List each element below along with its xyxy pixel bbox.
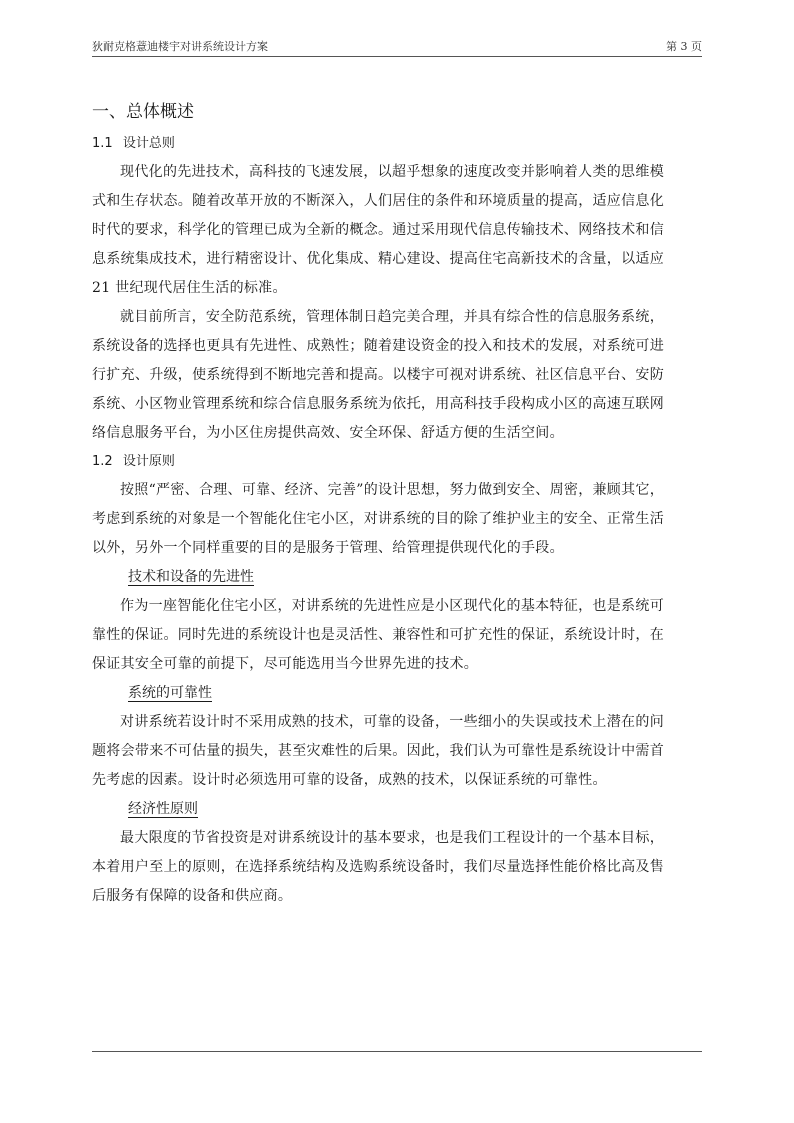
subsection-title: 设计总则 — [122, 136, 175, 151]
subsection-number: 1.2 — [92, 454, 113, 469]
section-heading: 一、总体概述 — [92, 102, 194, 122]
paragraph: 作为一座智能化住宅小区，对讲系统的先进性应是小区现代化的基本特征，也是系统可靠性的保证。同时先进的系统设计也是灵活性、兼容性和可扩充性的保证，系统设计时，在保证其安全可靠的前提下，尽可能选用当今世界先进的技术。 — [92, 598, 664, 672]
paragraph: 就目前所言，安全防范系统，管理体制日趋完美合理，并具有综合性的信息服务系统，系统设备的选择也更具有先进性、成熟性；随着建设资金的投入和技术的发展，对系统可进行扩充、升级，使系统得到不断地完善和提高。以楼宇可视对讲系统、社区信息平台、安防系统、小区物业管理系统和综合信息服务系统为依托，用高科技手段构成小区的高速互联网络信息服务平台，为小区住房提供高效、安全环保、舒适方便的生活空间。 — [92, 309, 664, 441]
paragraph: 按照“严密、合理、可靠、经济、完善”的设计思想，努力做到安全、周密，兼顾其它，考虑到系统的对象是一个智能化住宅小区，对讲系统的目的除了维护业主的安全、正常生活以外，另外一个同样重要的目的是服务于管理、给管理提供现代化的手段。 — [92, 482, 665, 556]
page-number: 第 3 页 — [666, 40, 702, 53]
subsection-heading-1-1 — [92, 130, 664, 158]
page-header — [92, 38, 702, 57]
principle-heading: 系统的可靠性 — [128, 685, 212, 701]
principle-heading: 经济性原则 — [128, 801, 198, 817]
paragraph: 最大限度的节省投资是对讲系统设计的基本要求，也是我们工程设计的一个基本目标，本着用户至上的原则，在选择系统结构及选购系统设备时，我们尽量选择性能价格比高及售后服务有保障的设备和供应商。 — [92, 830, 664, 904]
subsection-number: 1.1 — [92, 136, 113, 151]
principle-heading: 技术和设备的先进性 — [128, 569, 254, 585]
paragraph: 对讲系统若设计时不采用成熟的技术，可靠的设备，一些细小的失误或技术上潜在的问题将会带来不可估量的损失，甚至灾难性的后果。因此，我们认为可靠性是系统设计中需首先考虑的因素。设计时必须选用可靠的设备，成熟的技术，以保证系统的可靠性。 — [92, 714, 664, 788]
subsection-title: 设计原则 — [122, 454, 175, 469]
paragraph: 现代化的先进技术，高科技的飞速发展，以超乎想象的速度改变并影响着人类的思维模式和生存状态。随着改革开放的不断深入，人们居住的条件和环境质量的提高，适应信息化时代的要求，科学化的管理已成为全新的概念。通过采用现代信息传输技术、网络技术和信息系统集成技术，进行精密设计、优化集成、精心建设、提高住宅高新技术的含量，以适应 21 世纪现代居住生活的标准。 — [92, 164, 664, 296]
subsection-heading-1-2 — [92, 448, 664, 476]
footer-divider — [92, 1051, 702, 1052]
page-body — [92, 94, 664, 911]
document-title: 狄耐克格薏迪楼宇对讲系统设计方案 — [92, 40, 268, 53]
